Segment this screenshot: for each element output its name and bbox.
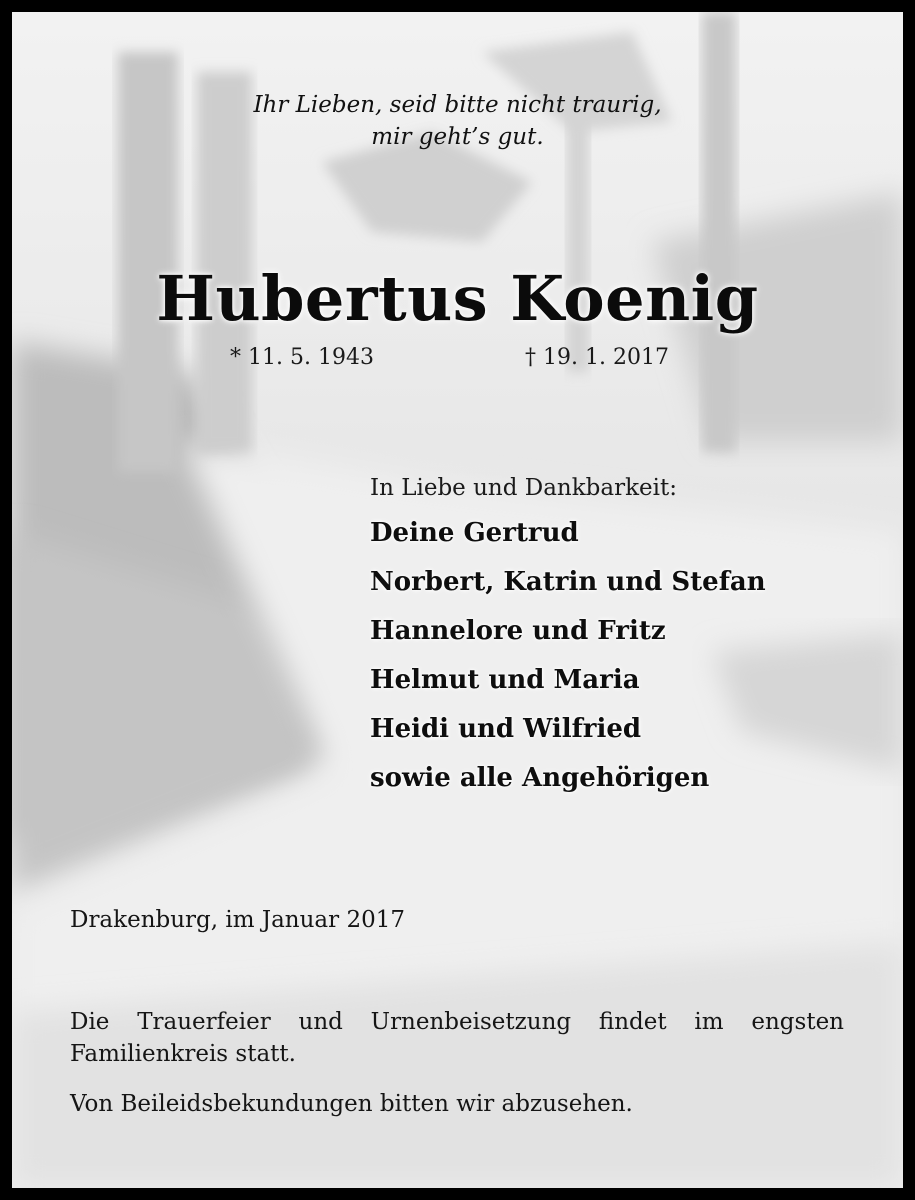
mourner-line: Helmut und Maria [370, 665, 640, 695]
place-and-date: Drakenburg, im Januar 2017 [70, 907, 405, 933]
mourner-line: Hannelore und Fritz [370, 616, 666, 646]
death-date: † 19. 1. 2017 [525, 345, 669, 370]
deceased-name: Hubertus Koenig [156, 262, 759, 335]
birth-date: * 11. 5. 1943 [230, 345, 374, 370]
mourner-line: Heidi und Wilfried [370, 714, 642, 744]
mourner-line: sowie alle Angehörigen [370, 763, 710, 793]
mourners-intro: In Liebe und Dankbarkeit: [370, 475, 677, 501]
condolence-notice: Von Beileidsbekundungen bitten wir abzusehen. [70, 1091, 633, 1117]
mourner-line: Norbert, Katrin und Stefan [370, 567, 766, 597]
mourner-line: Deine Gertrud [370, 518, 579, 548]
motto-line-2: mir geht’s gut. [371, 124, 544, 150]
funeral-notice: Die Trauerfeier und Urnenbeisetzung findet im engsten Familienkreis statt. [70, 1009, 844, 1067]
motto-line-1: Ihr Lieben, seid bitte nicht traurig, [253, 92, 662, 118]
